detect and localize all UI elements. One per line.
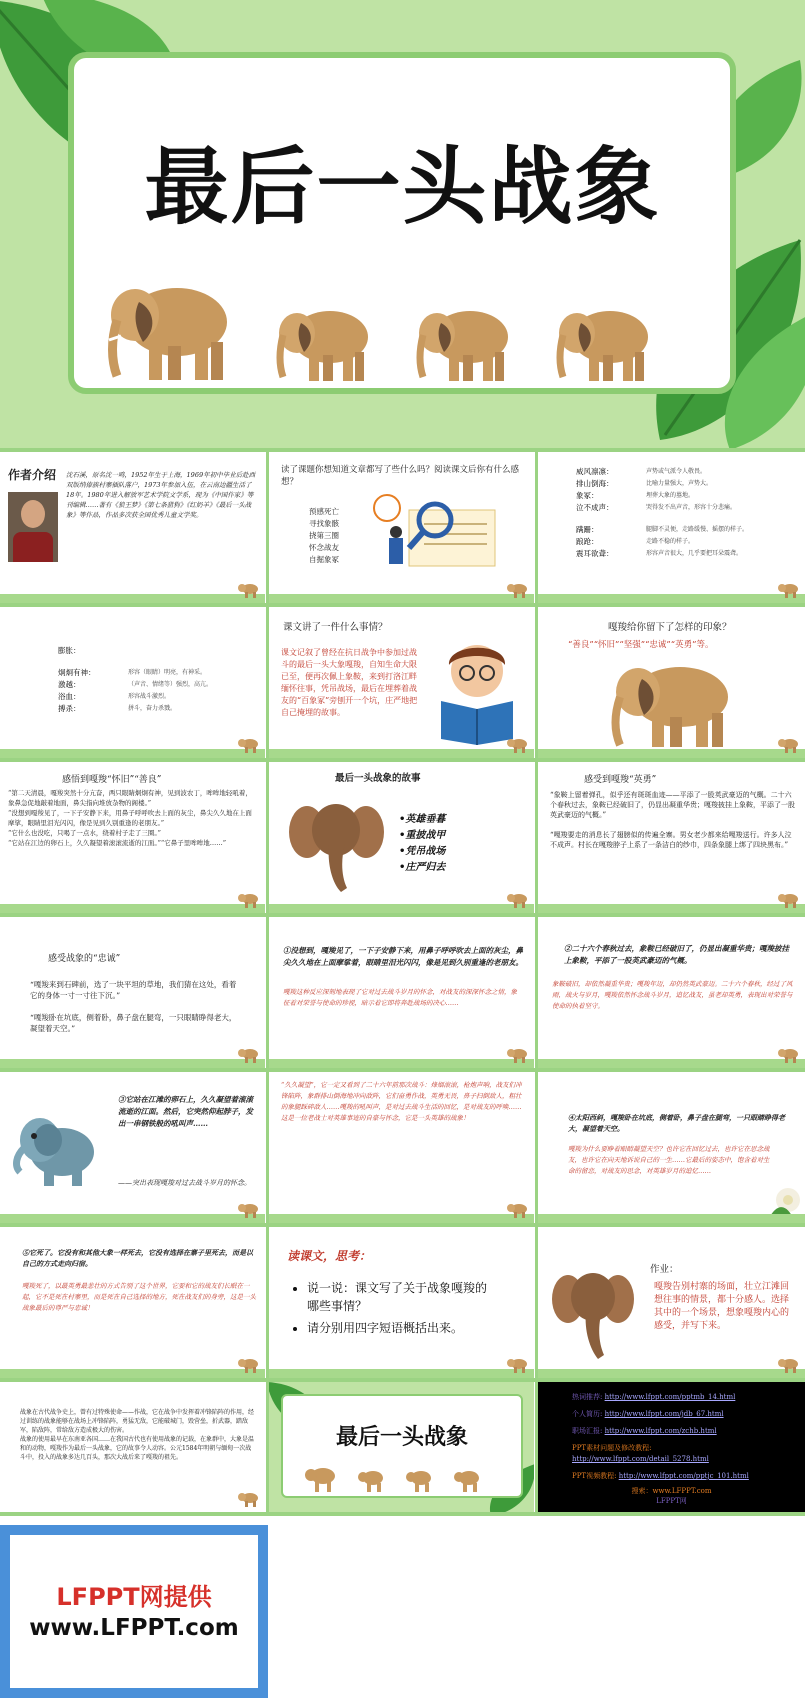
slide-analysis-5 xyxy=(538,1072,805,1223)
homework-label: 作业： xyxy=(650,1264,679,1275)
banner-title: LFPPT网提供 xyxy=(56,1583,212,1611)
elephant-icon xyxy=(275,305,375,385)
elephant-icon xyxy=(777,1357,799,1373)
list-item: 浴血： 形容战斗激烈。 xyxy=(58,692,171,701)
quote-text: “象鞍上留着弹孔，似乎还有斑斑血迹——平添了一股英武豪迈的气概。二十六个春秋过去，象鞍已经破旧了，仍显出凝重华贵；嘎羧披挂上象鞍，平添了一股英武豪迈的气概。” “嘎羧要走的消息长了翅膀似的传遍全寨。男女老少都来给嘎羧送行。许多人泣不成声。村长在嘎羧脖子上系了一条洁白的纱巾，四条象腿上绑了四块黑布。” xyxy=(550,791,795,849)
list-item: 预感死亡 xyxy=(309,507,339,516)
slide-nostalgia xyxy=(0,762,265,913)
author-bio: 沈石溪，原名沈一鸣，1952年生于上海，1969年初中毕业后赴西双版纳傣族村寨插队落户，1973年参加入伍，在云南边疆生活了18年。1980年进入解放军艺术学院文学系，现为《中国作家》等刊编辑……著有《狼王梦》《第七条猎狗》《红奶羊》《最后一头战象》等作品，作品多次获全国优秀儿童文学奖。 xyxy=(66,471,256,519)
slide-analysis-6 xyxy=(0,1227,265,1378)
analysis-text: 嘎羧这种反应深刻地表现了它对过去战斗岁月的怀念，对战友的深深怀念之情，象征着对荣誉与使命的珍视，暗示着它即将奔赴战场的决心…… xyxy=(283,988,517,1007)
analysis-text: 象鞍破旧，却依然凝重华贵；嘎羧年迈，却仍然英武豪迈。二十六个春秋，经过了风雨，战火与岁月，嘎羧依然怀念战斗岁月，追忆战友，虽老却英勇，表现出对荣誉与使命的执着坚守。 xyxy=(552,980,793,1010)
slide-story-outline xyxy=(269,762,534,913)
list-item: 自掘象冢 xyxy=(309,555,339,564)
slide-homework xyxy=(538,1227,805,1378)
author-photo xyxy=(8,492,58,562)
link[interactable]: http://www.lfppt.com/jdb_67.html xyxy=(604,1410,724,1418)
slide-closing xyxy=(269,1382,534,1512)
list-item: • 说一说：课文写了关于战象嘎羧的哪些事情？ xyxy=(307,1279,495,1315)
slide-heading: 作者介绍 xyxy=(8,468,57,482)
link-list xyxy=(572,1392,800,1482)
slide-author-intro xyxy=(0,452,265,603)
list-item: 膨胀： xyxy=(58,646,81,655)
slide-question: 课文讲了一件什么事情？ xyxy=(283,622,388,633)
elephant-icon xyxy=(777,737,799,753)
slide-heading: 最后一头战象的故事 xyxy=(335,773,421,784)
cartoon-elephant-icon xyxy=(10,1110,100,1190)
vocab-list xyxy=(58,645,258,715)
slide-vocabulary-1 xyxy=(538,452,805,603)
elephant-icon xyxy=(237,892,259,908)
background-text: 战象在古代战争史上，曾有过特殊使命——作战，它在战争中发挥着冲锋陷阵的作用，经过训练的战象能够在战场上冲锋陷阵，勇猛无敌，它能破城门，毁营垒，折武器，踏敌军，陷敌阵，常给敌方造成极大的伤害。 战象的使用最早在东南亚各国……在我国古代也有使用战象的记载，在象群中，大象是温和的动物，嘎羧作为最后一头战象，它的故事令人动容。公元1584年明朝与缅甸一次战斗中，投入的战象多达几百头，那次大战后来了嘎羧的祖先。 xyxy=(20,1409,255,1461)
elephant-icon xyxy=(777,1047,799,1063)
link[interactable]: http://www.lfppt.com/detail_5278.html xyxy=(572,1455,709,1463)
list-item: 个人简历: http://www.lfppt.com/jdb_67.html xyxy=(572,1410,724,1418)
slide-analysis-1 xyxy=(269,917,534,1068)
elephant-icon xyxy=(105,280,240,385)
elephant-icon xyxy=(777,892,799,908)
list-item: 寻找象骸 xyxy=(309,519,339,528)
list-item: •英雄垂暮 xyxy=(399,814,446,825)
quote-text: ③它站在江滩的卵石上，久久凝望着滚滚流逝的江面。然后，它突然仰起脖子，发出一串钢铁般的吼叫声…… xyxy=(118,1095,253,1128)
slide-bravery xyxy=(538,762,805,913)
elephant-icon xyxy=(237,1357,259,1373)
summary-list xyxy=(309,506,339,566)
lfppt-banner xyxy=(0,1525,268,1698)
banner-url[interactable]: www.LFPPT.com xyxy=(29,1615,239,1641)
elephant-icon xyxy=(608,659,738,751)
list-item: 激越： （声音、情绪等）强烈，高亢。 xyxy=(58,680,213,689)
elephant-icon xyxy=(237,1202,259,1218)
link[interactable]: http://www.lfppt.com/pptmb_14.html xyxy=(604,1393,736,1401)
slide-heading: 感受战象的“忠诚” xyxy=(48,954,121,964)
slide-story-summary xyxy=(269,607,534,758)
list-item: PPT视频教程: http://www.lfppt.com/pptjc_101.html xyxy=(572,1472,749,1480)
footer-text: 搜索：www.LFPPT.com LFPPT网 xyxy=(631,1487,712,1505)
slide-background-info xyxy=(0,1382,265,1512)
elephant-icon xyxy=(555,305,655,385)
slide-analysis-3 xyxy=(0,1072,265,1223)
list-item: 威风凛凛： 声势或气派令人敬畏。 xyxy=(576,467,707,476)
vocab-list xyxy=(576,466,798,560)
slide-analysis-4 xyxy=(269,1072,534,1223)
analysis-text: ——突出表现嘎羧对过去战斗岁月的怀念。 xyxy=(118,1179,251,1187)
list-item: 泣不成声： 哭得发不出声音，形容十分悲痛。 xyxy=(576,503,737,512)
list-item: 挠第三圈 xyxy=(309,531,339,540)
slide-links xyxy=(538,1382,805,1512)
elephant-icon xyxy=(237,582,259,598)
list-item: •重披战甲 xyxy=(399,830,446,841)
quote-text: “第二天清晨，嘎羧突然十分亢奋，两只眼睛炯炯有神，见到波农丁，哞哞地轻吼着，象鼻急促地敲着地面，鼻尖指向堆放杂物的阁楼。” “没想到嘎羧见了，一下子安静下来，用鼻子呼呼吹去上面的灰尘，鼻尖久久地在上面摩挲，眼睛里泪光闪闪，像是见到久别重逢的老朋友。” “它什么也没吃，只喝了一点水，绕着村子走了三圈。” “它站在江边的卵石上，久久凝望着滚滚流逝的江面。”“它鼻子里哞哞地……” xyxy=(8,789,252,847)
elephant-icon xyxy=(506,1047,528,1063)
list-item: 象冢： 埋葬大象的墓地。 xyxy=(576,491,695,500)
slide-loyalty xyxy=(0,917,265,1068)
analysis-text: 嘎羧为什么要睁着眼睛凝望天空？也许它在回忆过去，也许它在思念战友，也许它在向天地诉说自己的一生……它最后的姿态中，饱含着对生命的留恋，对战友的思念，对英雄岁月的追忆…… xyxy=(568,1145,770,1175)
list-item: •凭吊战场 xyxy=(399,846,446,857)
quote-text: ⑤它死了。它没有和其他大象一样死去，它没有选择在寨子里死去，而是以自己的方式走向归宿。 xyxy=(22,1248,253,1268)
analysis-text: 嘎羧死了，以最英勇最悲壮的方式告别了这个世界，它要和它的战友们长眠在一起，它不是死在村寨里，而是死在自己选择的地方，死在战友们的身旁，这是一头战象最后的尊严与忠诚！ xyxy=(22,1282,256,1312)
slide-analysis-2 xyxy=(538,917,805,1068)
elephant-icon xyxy=(415,305,515,385)
boy-reading-icon xyxy=(427,635,527,745)
page-title: 最后一头战象 xyxy=(144,138,661,236)
slide-heading: 感受到嘎羧“英勇” xyxy=(584,775,657,785)
elephant-icon xyxy=(237,737,259,753)
list-item: 炯炯有神： 形容（眼睛）明亮，有神采。 xyxy=(58,668,207,677)
slide-vocabulary-2 xyxy=(0,607,265,758)
elephant-icon xyxy=(506,737,528,753)
slide-heading: 感悟到嘎羧“怀旧”“善良” xyxy=(62,775,162,785)
slide-reading-questions xyxy=(269,1227,534,1378)
list-item: PPT素材问题及修改教程: http://www.lfppt.com/detail_5278.html xyxy=(572,1443,800,1465)
quote-text: ④太阳西斜，嘎羧卧在坑底，侧着卧，鼻子盘在腿弯，一只眼睛睁得老大，凝望着天空。 xyxy=(568,1113,785,1133)
list-item: 职场汇报: http://www.lfppt.com/zchb.html xyxy=(572,1427,717,1435)
quote-text: “嘎羧来到石碑前，选了一块平坦的草地，我们猜在这处，看着它的身体一寸一寸往下沉。” “嘎羧卧在坑底，侧着卧，鼻子盘在腿弯，一只眼睛睁得老大，凝望着天空。” xyxy=(30,980,237,1033)
title-slide xyxy=(0,0,805,448)
elephant-icon xyxy=(777,582,799,598)
quote-text: ②二十六个春秋过去，象鞍已经破旧了，仍显出凝重华贵；嘎羧披挂上象鞍，平添了一股英武豪迈的气概。 xyxy=(564,944,789,965)
story-outline-list xyxy=(399,812,445,876)
question-list xyxy=(295,1279,495,1337)
list-item: •庄严归去 xyxy=(399,862,446,873)
reading-illustration-icon xyxy=(369,490,499,582)
elephant-icon xyxy=(237,1491,259,1507)
homework-text: 嘎羧告别村寨的场面，壮立江滩回想往事的情景，都十分感人。选择其中的一个场景，想象嘎羧内心的感受，并写下来。 xyxy=(654,1282,790,1331)
list-item: 踉跄： 走路不稳的样子。 xyxy=(576,537,695,546)
list-item: 热词推荐: http://www.lfppt.com/pptmb_14.html xyxy=(572,1393,736,1401)
elephant-icon xyxy=(506,1202,528,1218)
link[interactable]: http://www.lfppt.com/pptjc_101.html xyxy=(618,1472,749,1480)
slide-question: 读了课题你想知道文章都写了些什么吗？阅读课文后你有什么感想？ xyxy=(281,465,520,487)
slide-question: 嘎羧给你留下了怎样的印象？ xyxy=(608,622,732,633)
elephant-icon xyxy=(506,892,528,908)
list-item: 怀念战友 xyxy=(309,543,339,552)
closing-title: 最后一头战象 xyxy=(335,1425,468,1450)
slide-heading: 读课文，思考： xyxy=(287,1249,372,1263)
story-summary: 课文记叙了曾经在抗日战争中参加过战斗的最后一头大象嘎羧，自知生命大限已至，便再次佩上象鞍，来到打洛江畔缅怀往事，凭吊战场，最后在埋葬着战友的“百象冢”旁刨开一个坑，庄严地把自己掩埋的故事。 xyxy=(281,648,418,717)
analysis-text: “久久凝望”，它一定又看到了二十六年前那次战斗：烽烟滚滚，枪炮声响，战友们冲锋陷阵，象群排山倒海地冲向敌阵，它们奋勇作战，英勇无畏，鼻子扫倒敌人，粗壮的象腿踩碎敌人……嘎羧的吼叫声，是对过去战斗生活的回忆，是对战友的呼唤……这是一位老战士对英雄事迹的自豪与怀念，它是一头英雄的战象！ xyxy=(281,1081,522,1122)
list-item: 排山倒海： 比喻力量强大，声势大。 xyxy=(576,479,713,488)
slide-impression xyxy=(538,607,805,758)
impression-answer: “善良”“怀旧”“坚强”“忠诚”“英勇”等。 xyxy=(568,640,714,650)
list-item: 搏杀： 拼斗，奋力杀戮。 xyxy=(58,704,177,713)
link[interactable]: http://www.lfppt.com/zchb.html xyxy=(604,1427,717,1435)
slide-question-1 xyxy=(269,452,534,603)
elephant-front-icon xyxy=(552,1265,634,1365)
elephant-icon xyxy=(506,582,528,598)
list-item: 蹒跚： 腿脚不灵便，走路缓慢、摇摆的样子。 xyxy=(576,525,749,534)
quote-text: ①没想到，嘎羧见了，一下子安静下来，用鼻子呼呼吹去上面的灰尘，鼻尖久久地在上面摩挲着，眼睛里泪光闪闪，像是见到久别重逢的老朋友。 xyxy=(283,946,523,967)
elephant-icon xyxy=(237,1047,259,1063)
list-item: • 请分别用四字短语概括出来。 xyxy=(307,1319,495,1337)
elephant-icon xyxy=(506,1357,528,1373)
list-item: 震耳欲聋： 形容声音很大，几乎要把耳朵震聋。 xyxy=(576,549,743,558)
elephant-front-icon xyxy=(289,796,384,896)
elephant-group-icon xyxy=(303,1466,503,1494)
